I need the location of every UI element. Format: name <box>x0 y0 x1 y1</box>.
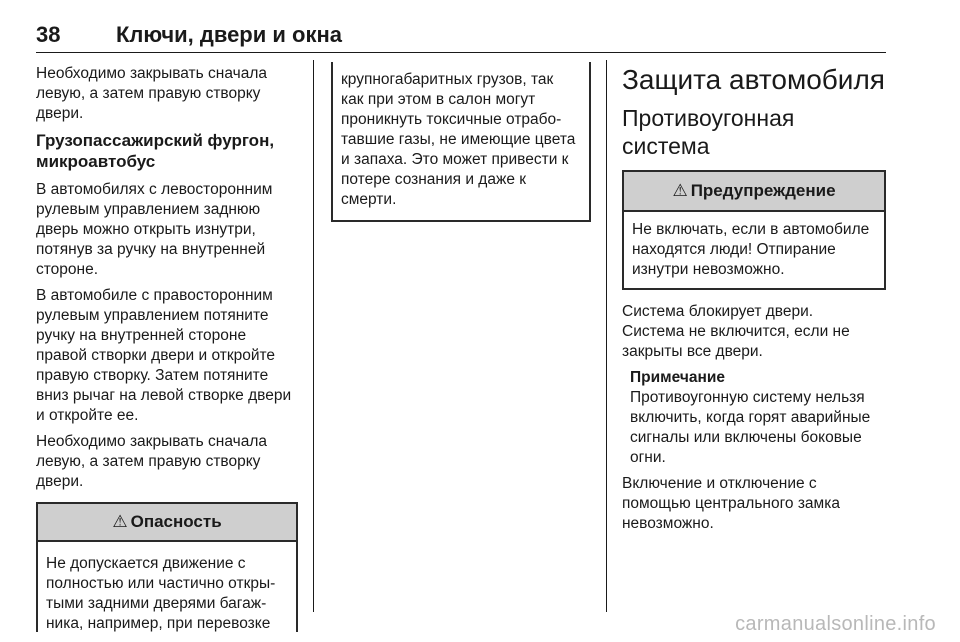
column-right <box>622 62 886 540</box>
paragraph-close-order: Необходимо закрывать сначала левую, а затем правую створку двери. <box>36 65 267 122</box>
warning-box <box>622 170 886 290</box>
section-title: Защита автомобиля <box>622 64 885 95</box>
danger-box-continuation-text: крупногабаритных грузов, так как при этом в салон могут проникнуть токсичные отрабо- тавшие газы, не имеющие цвета и запаха. Это может привести к потере сознания и даже к смерти. <box>341 71 576 208</box>
warning-box-body: Не включать, если в автомобиле находятся люди! Отпирание изнутри невозможно. <box>632 221 870 278</box>
paragraph-right-hand-drive: В автомобиле с правосторонним рулевым управлением потяните ручку на внутренней стороне правой створки двери и откройте правую створку. Затем потяните вниз рычаг на левой створке двери и откройте ее. <box>36 287 292 424</box>
note-block <box>622 368 886 468</box>
subheading-van-minibus: Грузопассажирский фургон, микроавтобус <box>36 131 275 171</box>
subsection-title: Противоугонная система <box>622 105 795 159</box>
danger-box-header: ⚠ Опасность <box>38 504 296 542</box>
paragraph-system-locks: Система блокирует двери. Система не включится, если не закрыты все двери. <box>622 303 850 360</box>
paragraph-central-lock: Включение и отключение с помощью центрального замка невозможно. <box>622 475 840 532</box>
danger-box-continuation <box>331 62 591 222</box>
danger-box <box>36 502 298 632</box>
paragraph-close-order-repeat: Необходимо закрывать сначала левую, а затем правую створку двери. <box>36 433 267 490</box>
paragraph-left-hand-drive: В автомобилях с левосторонним рулевым управлением заднюю дверь можно открыть изнутри, потянув за ручку на внутренней стороне. <box>36 181 273 278</box>
danger-box-body: Не допускается движение с полностью или частично откры- тыми задними дверями багаж- ника, например, при перевозке <box>46 555 276 632</box>
note-body: Противоугонную систему нельзя включить, когда горят аварийные сигналы или включены боковые огни. <box>630 389 871 466</box>
page-header <box>36 22 886 50</box>
warning-triangle-icon: ⚠ <box>672 181 688 200</box>
column-divider-right <box>606 60 607 612</box>
watermark: carmanualsonline.info <box>735 613 936 635</box>
column-divider-left <box>313 60 314 612</box>
note-title: Примечание <box>630 369 725 386</box>
page-number: 38 <box>36 22 61 47</box>
running-title: Ключи, двери и окна <box>116 22 342 47</box>
header-rule <box>36 52 886 53</box>
column-middle <box>331 62 591 222</box>
warning-box-header: ⚠ Предупреждение <box>624 172 884 212</box>
column-left <box>36 64 302 632</box>
warning-triangle-icon: ⚠ <box>112 512 128 531</box>
